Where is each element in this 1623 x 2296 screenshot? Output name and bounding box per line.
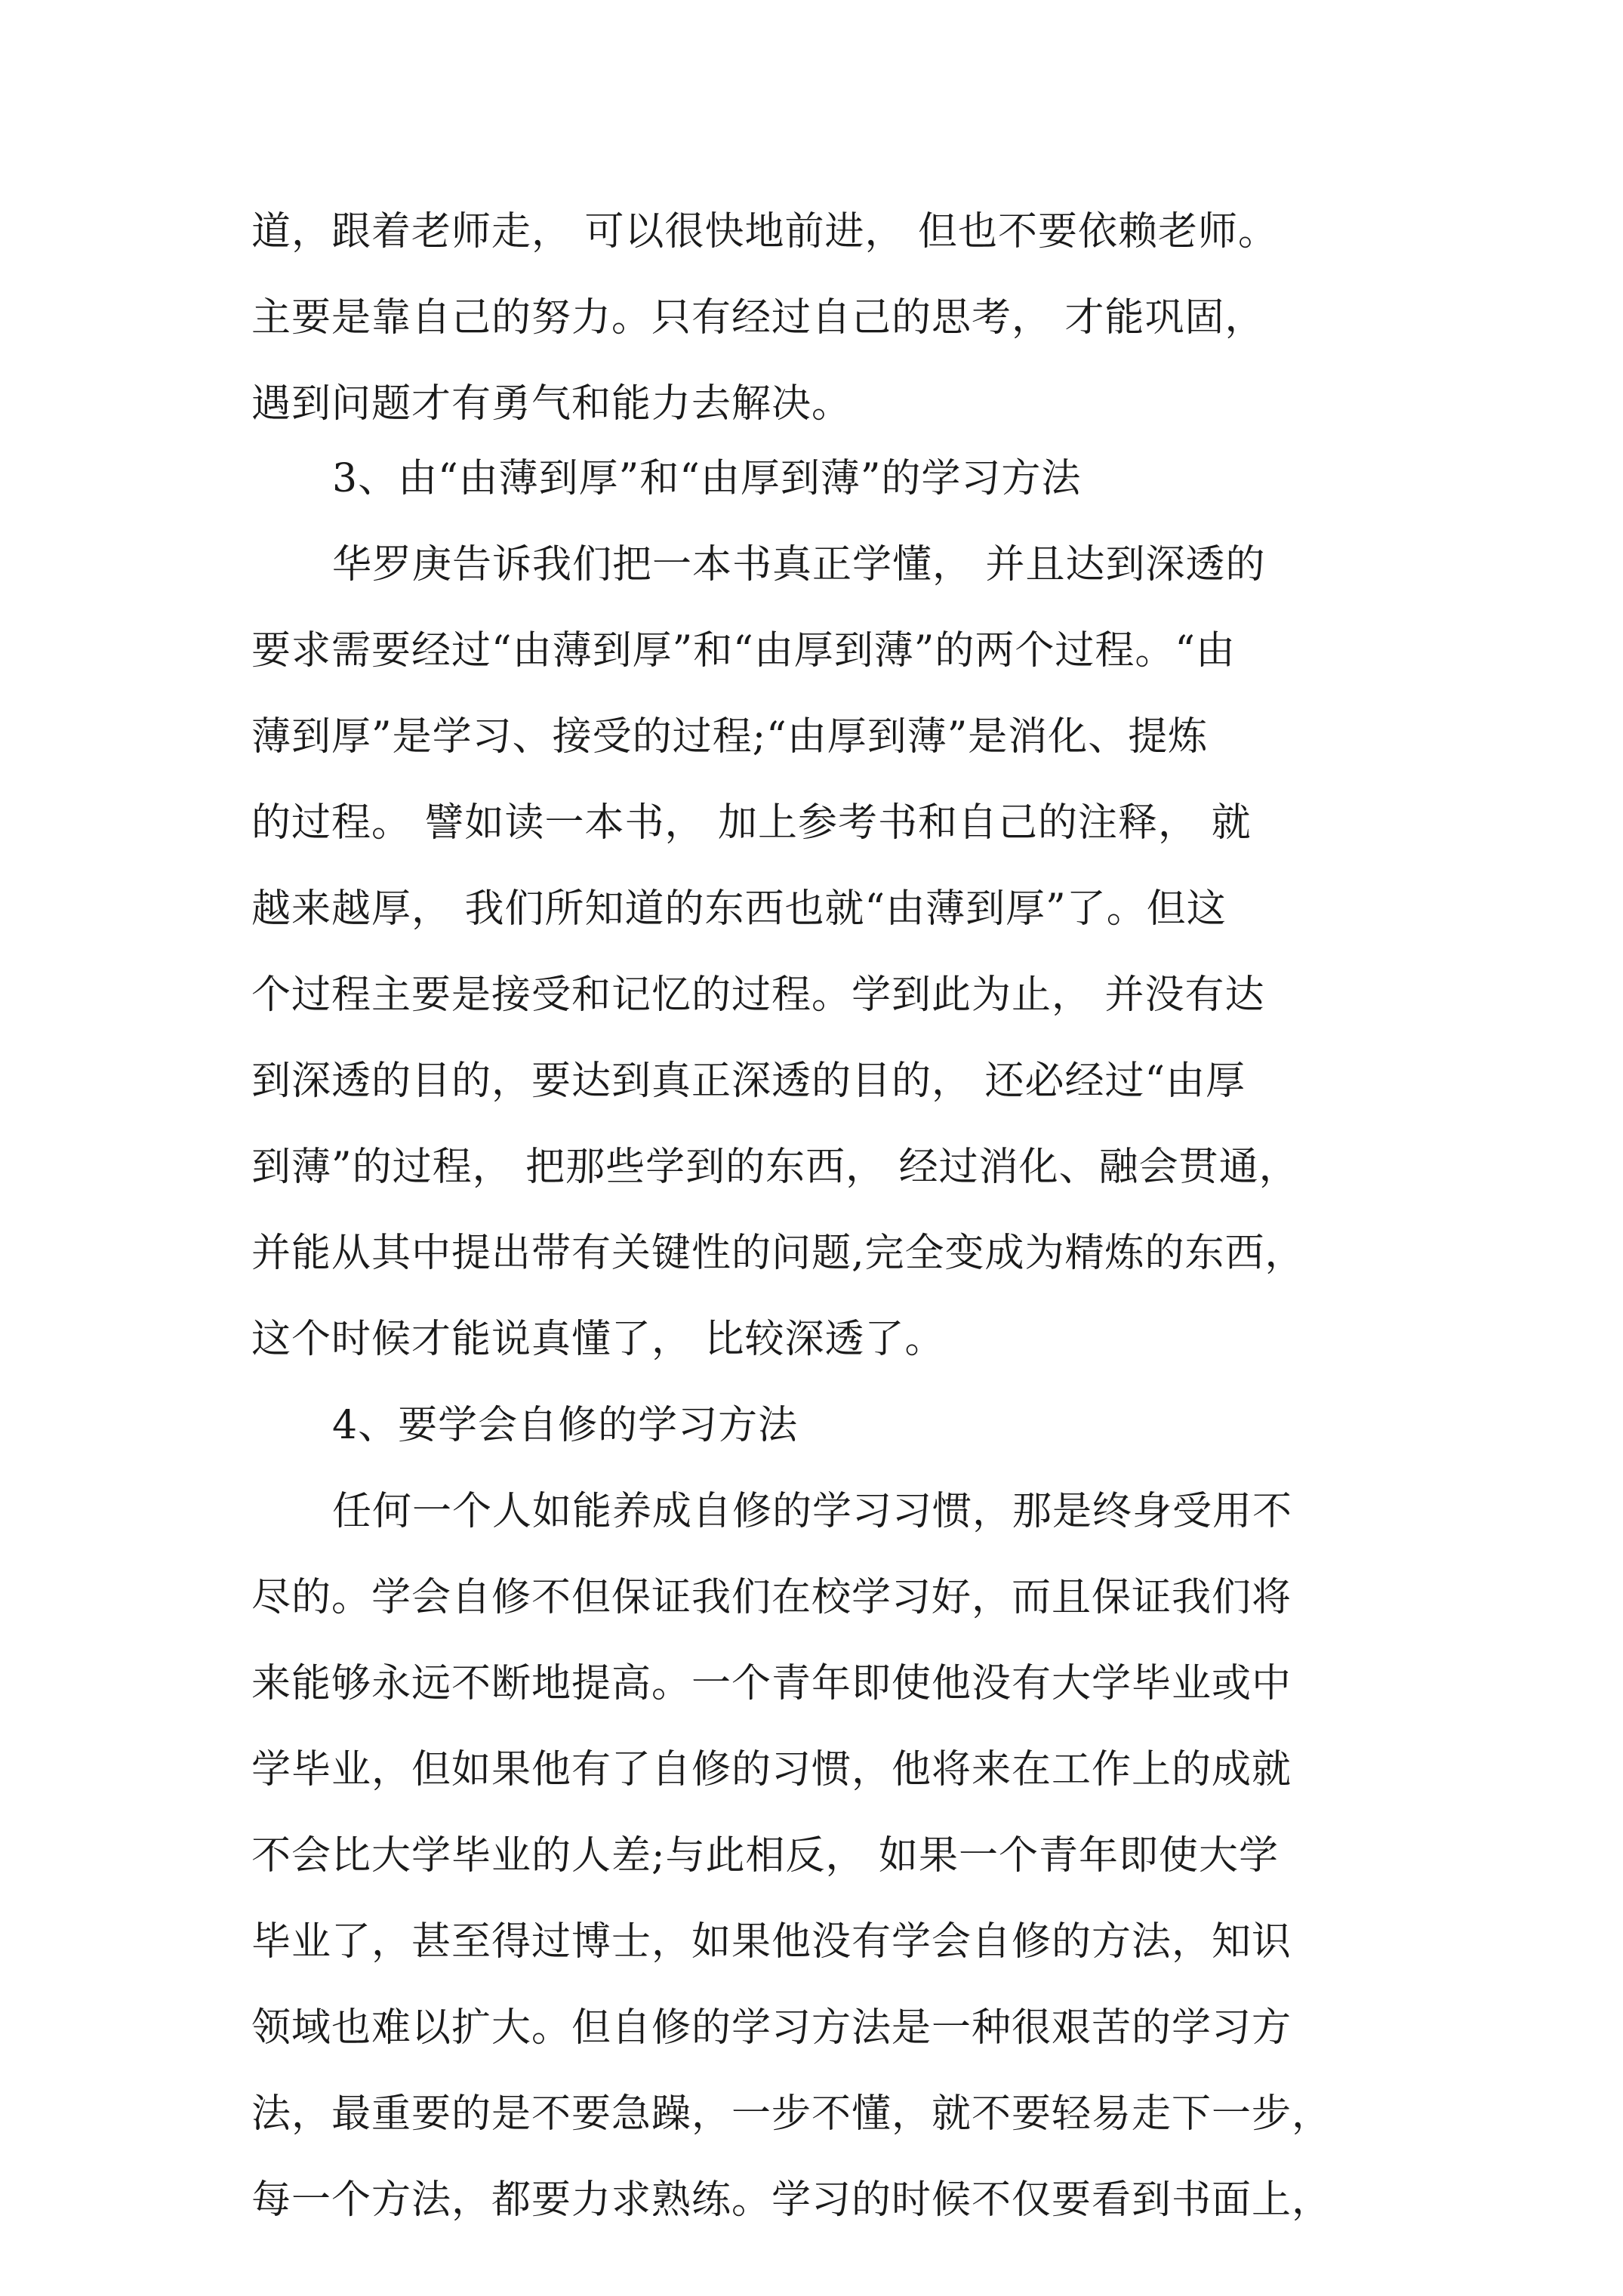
text-line: 主要是靠自己的努力。只有经过自己的思考， 才能巩固， bbox=[251, 295, 1265, 341]
text-line: 领域也难以扩大。但自修的学习方法是一种很艰苦的学习方 bbox=[251, 2005, 1292, 2051]
section-heading-4: 4、要学会自修的学习方法 bbox=[332, 1403, 799, 1448]
text-line: 薄到厚”是学习、接受的过程;“由厚到薄”是消化、提炼 bbox=[251, 714, 1209, 760]
text-line: 遇到问题才有勇气和能力去解决。 bbox=[251, 381, 852, 427]
text-line: 到薄”的过程， 把那些学到的东西， 经过消化、融会贯通， bbox=[251, 1145, 1299, 1190]
text-line: 毕业了，甚至得过博士，如果他没有学会自修的方法，知识 bbox=[251, 1919, 1292, 1965]
text-line: 尽的。学会自修不但保证我们在校学习好，而且保证我们将 bbox=[251, 1575, 1292, 1620]
text-line: 这个时候才能说真懂了， 比较深透了。 bbox=[251, 1317, 945, 1362]
text-line: 不会比大学毕业的人差;与此相反， 如果一个青年即使大学 bbox=[251, 1833, 1280, 1878]
text-line: 来能够永远不断地提高。一个青年即使他没有大学毕业或中 bbox=[251, 1661, 1292, 1706]
text-line: 华罗庚告诉我们把一本书真正学懂， 并且达到深透的 bbox=[332, 542, 1266, 587]
text-line: 并能从其中提出带有关键性的问题,完全变成为精炼的东西， bbox=[251, 1231, 1305, 1276]
text-line: 法，最重要的是不要急躁，一步不懂，就不要轻易走下一步， bbox=[251, 2091, 1332, 2137]
text-line: 学毕业，但如果他有了自修的习惯，他将来在工作上的成就 bbox=[251, 1747, 1292, 1792]
text-line: 个过程主要是接受和记忆的过程。学到此为止， 并没有达 bbox=[251, 972, 1265, 1018]
text-line: 要求需要经过“由薄到厚”和“由厚到薄”的两个过程。“由 bbox=[251, 628, 1236, 673]
text-line: 到深透的目的，要达到真正深透的目的， 还必经过“由厚 bbox=[251, 1059, 1246, 1104]
text-line: 的过程。 譬如读一本书， 加上参考书和自己的注释， 就 bbox=[251, 800, 1252, 846]
text-line: 任何一个人如能养成自修的学习习惯，那是终身受用不 bbox=[332, 1489, 1293, 1534]
section-heading-3: 3、由“由薄到厚”和“由厚到薄”的学习方法 bbox=[332, 456, 1082, 501]
text-line: 越来越厚， 我们所知道的东西也就“由薄到厚”了。但这 bbox=[251, 886, 1227, 932]
text-line: 道，跟着老师走， 可以很快地前进， 但也不要依赖老师。 bbox=[251, 209, 1279, 254]
text-line: 每一个方法，都要力求熟练。学习的时候不仅要看到书面上， bbox=[251, 2177, 1332, 2223]
